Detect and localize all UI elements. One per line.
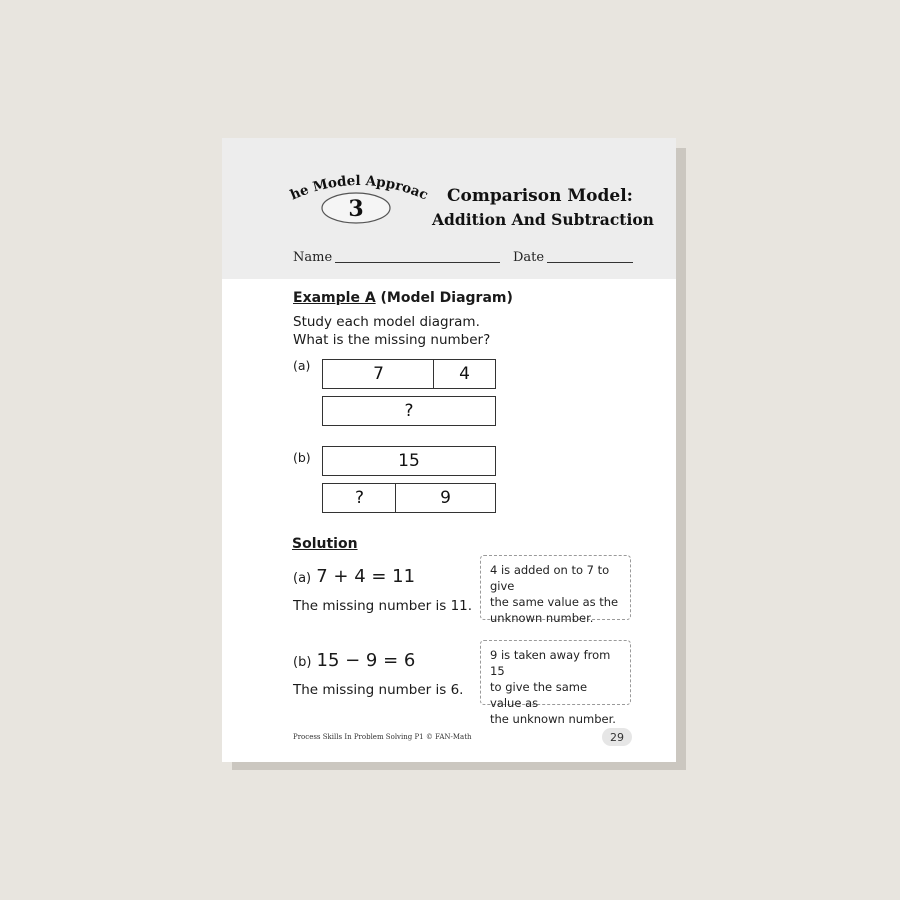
- solution-a-note: [480, 555, 631, 625]
- instruction-line-1: Study each model diagram.: [293, 314, 480, 330]
- note-line: unknown number.: [490, 611, 594, 625]
- diagram-b-label: (b): [293, 450, 311, 465]
- title-line-2: Addition And Subtraction: [432, 210, 654, 229]
- name-underline: [335, 261, 500, 263]
- solution-a-answer: The missing number is 11.: [293, 598, 473, 614]
- badge-graphic: [284, 168, 434, 228]
- title-line-1: Comparison Model:: [447, 186, 633, 206]
- note-line: 9 is taken away from 15: [490, 648, 611, 678]
- diagram-b-bottom-left-box: ?: [322, 483, 396, 513]
- note-line: the same value as the: [490, 595, 619, 609]
- diagram-b-top-box: 15: [322, 446, 496, 476]
- worksheet-page: [222, 138, 676, 762]
- badge-arc-text: he Model Approac: [287, 172, 431, 204]
- solution-b-answer: The missing number is 6.: [293, 682, 464, 698]
- model-approach-badge: [284, 168, 434, 228]
- diagram-a-bottom-box: ?: [322, 396, 496, 426]
- note-line: 4 is added on to 7 to give: [490, 563, 610, 593]
- solution-heading: Solution: [292, 536, 358, 552]
- example-heading-title: Example A: [293, 290, 376, 306]
- footer-credit: Process Skills In Problem Solving P1 © FAN-Math: [293, 733, 472, 741]
- diagram-b-bottom-right-box: 9: [395, 483, 496, 513]
- date-label: Date: [513, 250, 545, 265]
- badge-number: 3: [348, 196, 364, 222]
- date-underline: [547, 261, 633, 263]
- name-label: Name: [293, 250, 333, 265]
- example-heading: [293, 290, 513, 306]
- solution-b-note: [480, 640, 631, 726]
- diagram-a-top-left-box: 7: [322, 359, 434, 389]
- name-field: [293, 250, 500, 265]
- note-line: to give the same value as: [490, 680, 588, 710]
- solution-a-equation: 7 + 4 = 11: [316, 566, 416, 587]
- diagram-a-top-right-box: 4: [433, 359, 496, 389]
- page-number: 29: [602, 728, 632, 746]
- solution-a-equation-row: [293, 566, 415, 587]
- solution-b-equation: 15 − 9 = 6: [316, 650, 416, 671]
- example-heading-subtitle: (Model Diagram): [375, 290, 513, 306]
- solution-b-label: (b): [293, 655, 312, 670]
- solution-a-label: (a): [293, 571, 312, 586]
- solution-b-equation-row: [293, 650, 415, 671]
- instruction-line-2: What is the missing number?: [293, 332, 491, 348]
- diagram-a-label: (a): [293, 358, 311, 373]
- date-field: [513, 250, 633, 265]
- note-line: the unknown number.: [490, 712, 616, 726]
